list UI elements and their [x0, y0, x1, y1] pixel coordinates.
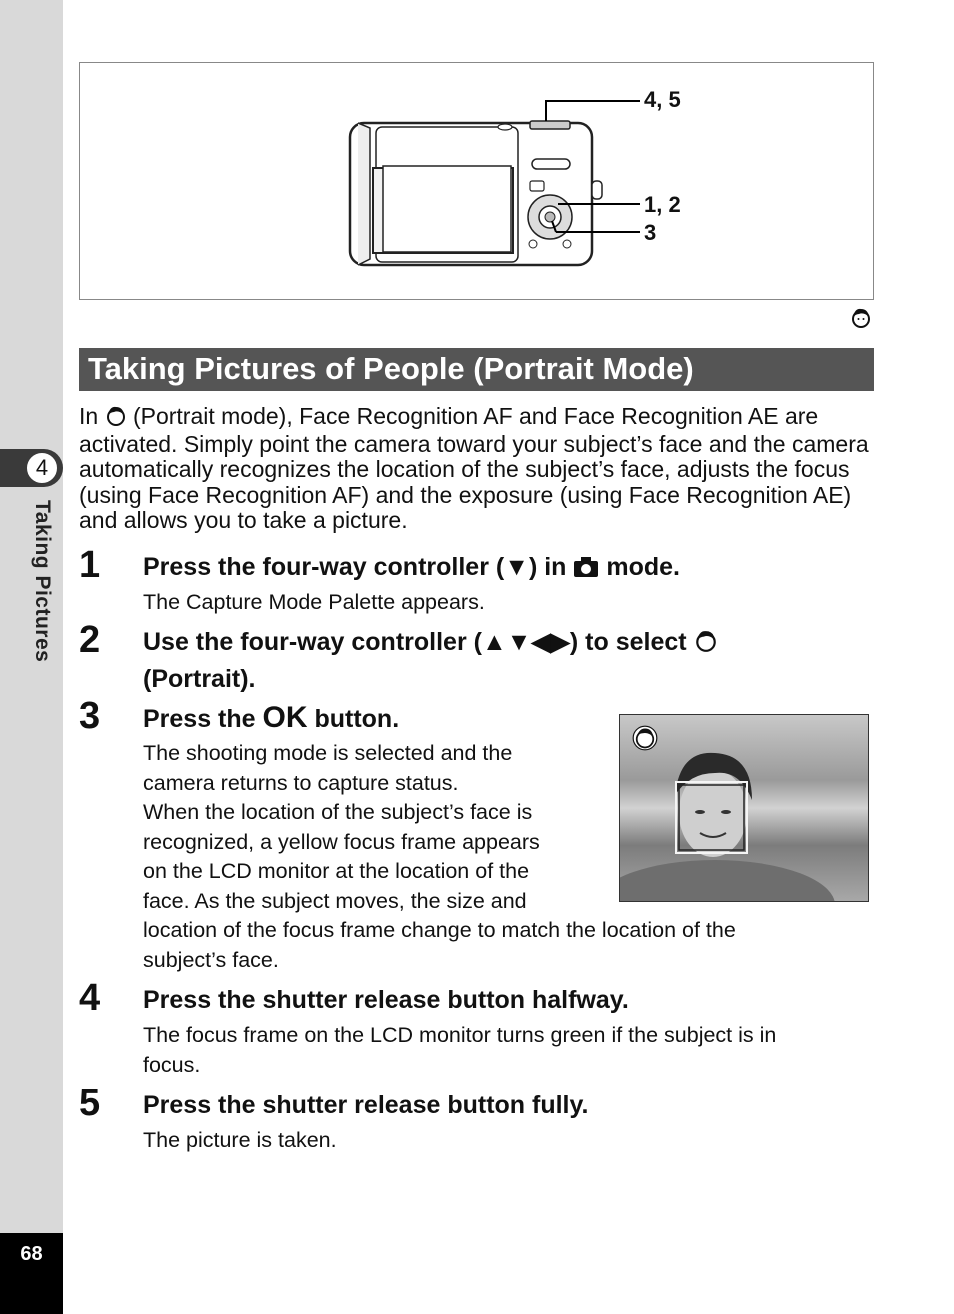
- step-heading: [143, 550, 680, 587]
- page-number: 68: [20, 1243, 43, 1265]
- section-title: Taking Pictures of People (Portrait Mode): [88, 351, 694, 386]
- camera-back-drawing: [80, 63, 875, 301]
- body-line: on the LCD monitor at the location of the: [143, 859, 530, 883]
- body-line: The shooting mode is selected and the: [143, 741, 513, 765]
- step-number: 5: [79, 1082, 101, 1124]
- step-heading-text: Press the four-way controller (▼) in: [143, 553, 567, 581]
- step-heading-text: Press the: [143, 705, 256, 733]
- body-line: camera returns to capture status.: [143, 770, 459, 795]
- step-number: 3: [79, 695, 101, 737]
- body-line: focus.: [143, 1052, 201, 1077]
- step-heading-text: button.: [314, 705, 400, 733]
- body-line: face. As the subject moves, the size and: [143, 888, 527, 913]
- step-body: The picture is taken.: [143, 1128, 337, 1152]
- step-body: [143, 1021, 776, 1080]
- lcd-preview-photo: [619, 714, 869, 902]
- step-heading: [143, 625, 843, 696]
- chapter-title: Taking Pictures: [31, 500, 54, 663]
- step-heading-text: (Portrait).: [143, 665, 256, 693]
- callout-ok: 3: [644, 220, 657, 245]
- step-heading-text: mode.: [606, 553, 680, 581]
- portrait-mode-icon: [632, 725, 658, 756]
- camera-figure: [79, 62, 874, 300]
- step-heading-text: Use the four-way controller (▲▼◀▶) to select: [143, 628, 687, 656]
- step-heading: Press the shutter release button halfway.: [143, 986, 629, 1014]
- body-line: subject’s face.: [143, 947, 279, 972]
- step-heading: Press the shutter release button fully.: [143, 1091, 589, 1119]
- callout-shutter: 4, 5: [644, 87, 681, 112]
- step-body: The Capture Mode Palette appears.: [143, 590, 485, 614]
- step-number: 1: [79, 544, 101, 586]
- step-number: 4: [79, 977, 101, 1019]
- intro-text: (Portrait mode), Face Recognition AF and Face Recognition AE are activated. Simply point the camera toward your subject’s face and the camera automatically recognizes the location of the subject’s face, adjusts the focus (using Face Recognition AF) and the exposure (using Face Recognition AE) and allows you to take a picture.: [79, 403, 869, 533]
- portrait-mode-icon: [694, 628, 718, 662]
- capture-mode-icon: [573, 553, 599, 587]
- body-line: location of the focus frame change to match the location of the: [143, 918, 736, 942]
- chapter-number: 4: [25, 451, 59, 485]
- ok-button-label: OK: [262, 701, 308, 734]
- intro-text-start: In: [79, 403, 99, 429]
- callout-controller: 1, 2: [644, 192, 681, 217]
- body-line: When the location of the subject’s face is: [143, 800, 533, 824]
- body-line: The focus frame on the LCD monitor turns green if the subject is in: [143, 1023, 777, 1047]
- step-number: 2: [79, 619, 101, 661]
- portrait-mode-icon: [105, 405, 127, 432]
- intro-paragraph: [79, 404, 874, 533]
- step-heading: [143, 701, 399, 736]
- portrait-mode-icon: [850, 307, 872, 334]
- body-line: recognized, a yellow focus frame appears: [143, 829, 540, 854]
